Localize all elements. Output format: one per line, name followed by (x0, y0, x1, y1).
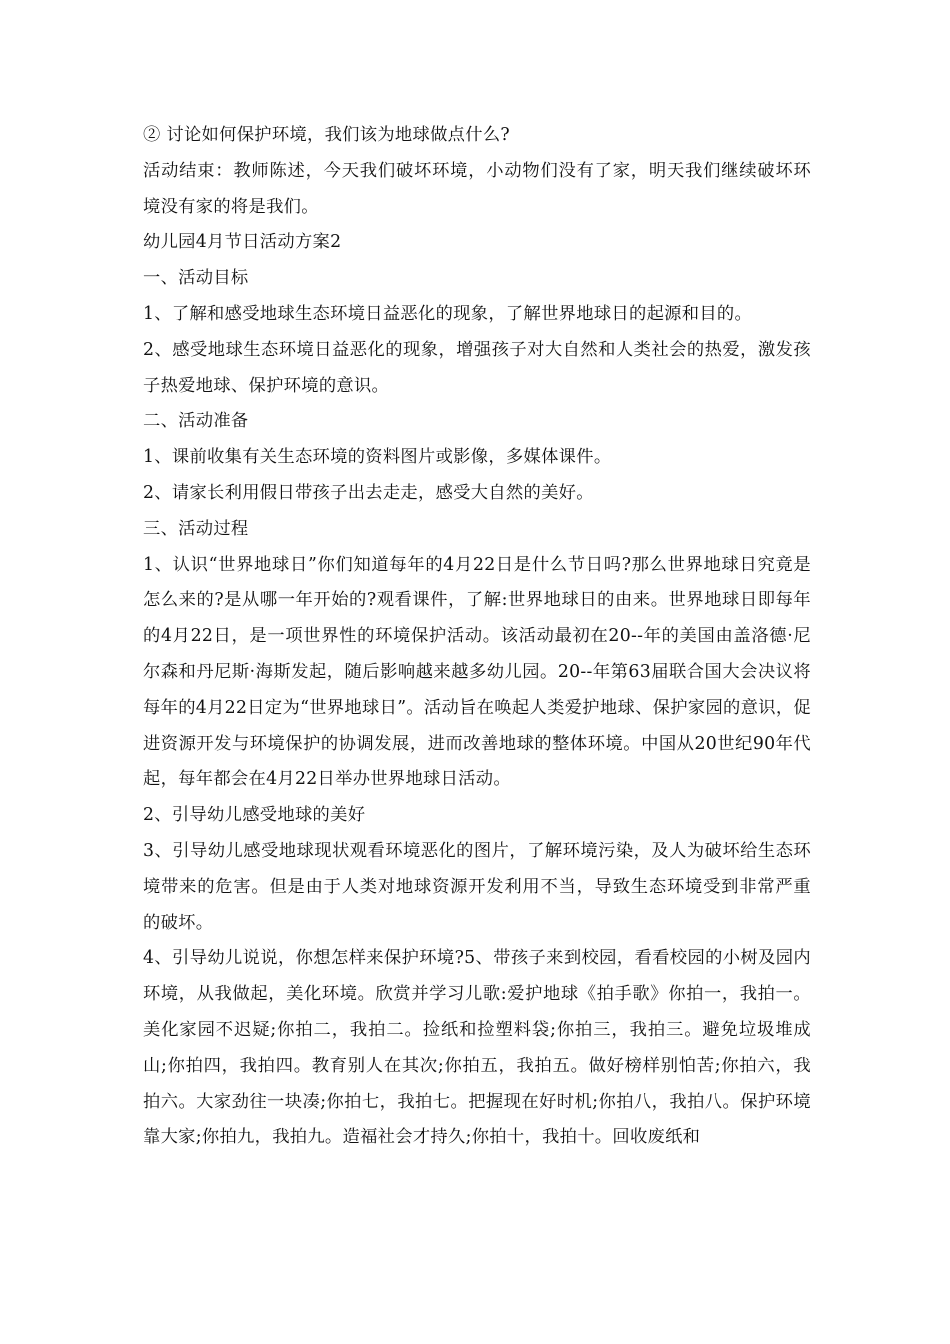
preparation-item-1: 1、课前收集有关生态环境的资料图片或影像，多媒体课件。 (143, 447, 612, 468)
discussion-item: ② 讨论如何保护环境，我们该为地球做点什么? (143, 125, 510, 145)
activity-conclusion: 活动结束：教师陈述，今天我们破坏环境，小动物们没有了家，明天我们继续破坏环境没有家的将是我们。 (143, 160, 811, 217)
plan-title: 幼儿园4月节日活动方案2 (143, 232, 342, 253)
process-item-3: 3、引导幼儿感受地球现状观看环境恶化的图片，了解环境污染，及人为破坏给生态环境带来的危害。但是由于人类对地球资源开发利用不当，导致生态环境受到非常严重的破坏。 (143, 840, 811, 933)
process-item-4: 4、引导幼儿说说，你想怎样来保护环境?5、带孩子来到校园，看看校园的小树及园内环境，从我做起，美化环境。欣赏并学习儿歌:爱护地球《拍手歌》你拍一，我拍一。美化家园不迟疑;你拍二，我拍二。捡纸和捡塑料袋;你拍三，我拍三。避免垃圾堆成山;你拍四，我拍四。教育别人在其次;你拍五，我拍五。做好榜样别怕苦;你拍六，我拍六。大家劲往一块凑;你拍七，我拍七。把握现在好时机;你拍八，我拍八。保护环境靠大家;你拍九，我拍九。造福社会才持久;你拍十，我拍十。回收废纸和 (143, 948, 811, 1148)
goal-item-2: 2、感受地球生态环境日益恶化的现象，增强孩子对大自然和人类社会的热爱，激发孩子热爱地球、保护环境的意识。 (143, 339, 811, 396)
goal-item-1: 1、了解和感受地球生态环境日益恶化的现象，了解世界地球日的起源和目的。 (143, 303, 753, 324)
process-item-1: 1、认识“世界地球日”你们知道每年的4月22日是什么节日吗?那么世界地球日究竟是怎么来的?是从哪一年开始的?观看课件，了解:世界地球日的由来。世界地球日即每年的4月22日，是一项世界性的环境保护活动。该活动最初在20--年的美国由盖洛德·尼尔森和丹尼斯·海斯发起，随后影响越来越多幼儿园。20--年第63届联合国大会决议将每年的4月22日定为“世界地球日”。活动旨在唤起人类爱护地球、保护家园的意识，促进资源开发与环境保护的协调发展，进而改善地球的整体环境。中国从20世纪90年代起，每年都会在4月22日举办世界地球日活动。 (143, 554, 811, 790)
section-heading-preparation: 二、活动准备 (143, 411, 249, 432)
section-heading-goals: 一、活动目标 (143, 268, 249, 289)
section-heading-process: 三、活动过程 (143, 518, 249, 539)
process-item-2: 2、引导幼儿感受地球的美好 (143, 805, 366, 826)
document-page (143, 118, 811, 1156)
preparation-item-2: 2、请家长利用假日带孩子出去走走，感受大自然的美好。 (143, 482, 594, 503)
